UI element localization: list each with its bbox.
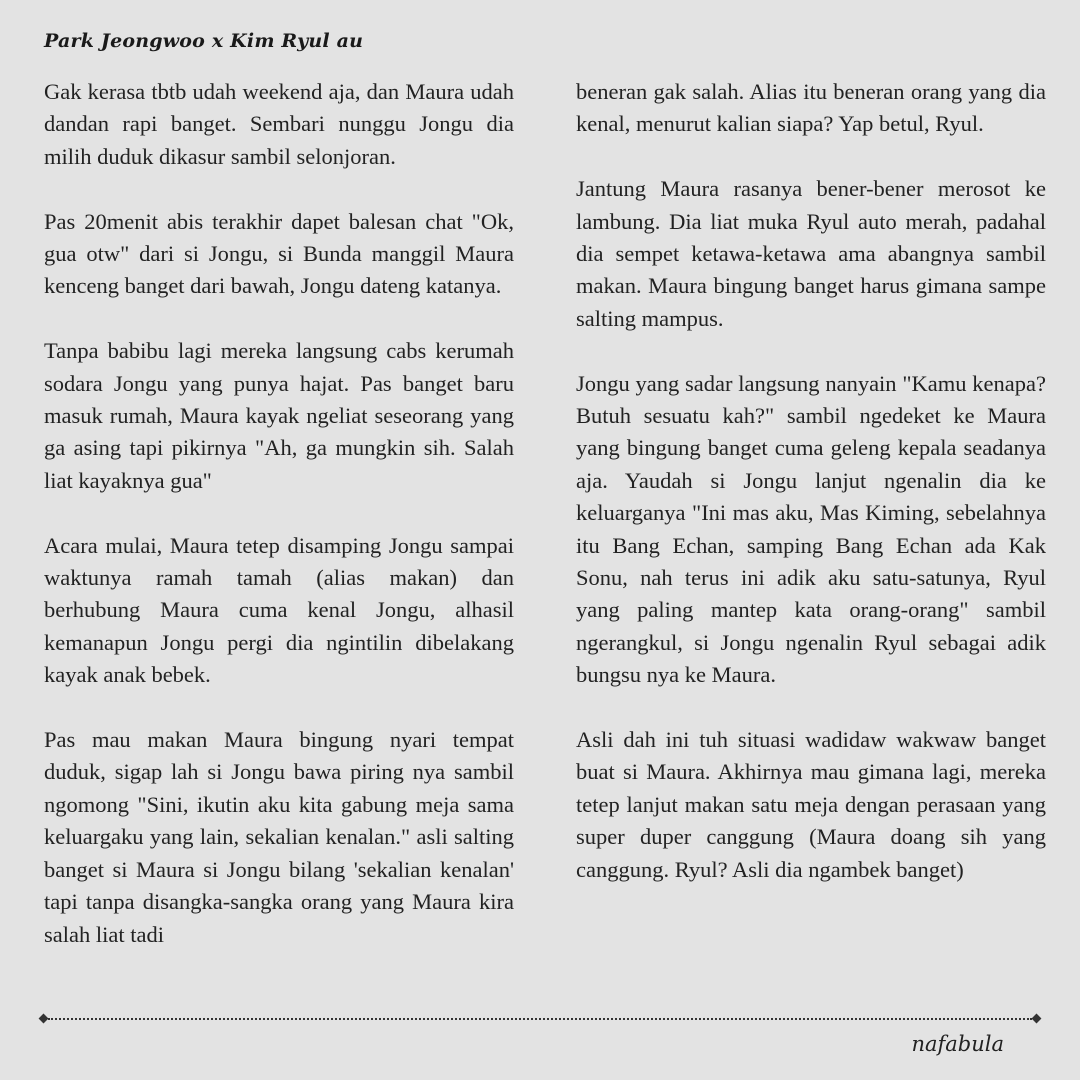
paragraph: Tanpa babibu lagi mereka langsung cabs kerumah sodara Jongu yang punya hajat. Pas banget baru masuk rumah, Maura kayak ngeliat seseorang yang ga asing tapi pikirnya "Ah, ga mungkin sih. Salah liat kayaknya gua" [44, 338, 514, 493]
right-column [576, 76, 1046, 919]
diamond-left-icon [39, 1014, 49, 1024]
dotted-line [48, 1018, 1032, 1020]
dotted-divider [40, 1014, 1040, 1024]
paragraph: Pas mau makan Maura bingung nyari tempat duduk, sigap lah si Jongu bawa piring nya sambil ngomong "Sini, ikutin aku kita gabung meja sama keluargaku yang lain, sekalian kenalan." asli salting banget si Maura si Jongu bilang 'sekalian kenalan' tapi tanpa disangka-sangka orang yang Maura kira salah liat tadi [44, 727, 514, 947]
header-title: Park Jeongwoo x Kim Ryul au [44, 30, 364, 52]
paragraph: Pas 20menit abis terakhir dapet balesan chat "Ok, gua otw" dari si Jongu, si Bunda manggil Maura kenceng banget dari bawah, Jongu dateng katanya. [44, 208, 514, 299]
paragraph: Jongu yang sadar langsung nanyain "Kamu kenapa? Butuh sesuatu kah?" sambil ngedeket ke Maura yang bingung banget cuma geleng kepala seadanya aja. Yaudah si Jongu lanjut ngenalin dia ke keluarganya "Ini mas aku, Mas Kiming, sebelahnya itu Bang Echan, samping Bang Echan ada Kak Sonu, nah terus ini adik aku satu-satunya, Ryul yang paling mantep kata orang-orang" sambil ngerangkul, si Jongu ngenalin Ryul sebagai adik bungsu nya ke Maura. [576, 370, 1046, 688]
diamond-right-icon [1032, 1014, 1042, 1024]
paragraph: Asli dah ini tuh situasi wadidaw wakwaw banget buat si Maura. Akhirnya mau gimana lagi, mereka tetep lanjut makan satu meja dengan perasaan yang super duper canggung (Maura doang sih yang canggung. Ryul? Asli dia ngambek banget) [576, 727, 1046, 882]
paragraph: Jantung Maura rasanya bener-bener merosot ke lambung. Dia liat muka Ryul auto merah, padahal dia sempet ketawa-ketawa ama abangnya sambil makan. Maura bingung banget harus gimana sampe salting mampus. [576, 176, 1046, 331]
signature: nafabula [911, 1032, 1004, 1056]
paragraph: beneran gak salah. Alias itu beneran orang yang dia kenal, menurut kalian siapa? Yap betul, Ryul. [576, 79, 1046, 137]
paragraph: Acara mulai, Maura tetep disamping Jongu sampai waktunya ramah tamah (alias makan) dan berhubung Maura cuma kenal Jongu, alhasil kemanapun Jongu pergi dia ngintilin dibelakang kayak anak bebek. [44, 532, 514, 688]
paragraph: Gak kerasa tbtb udah weekend aja, dan Maura udah dandan rapi banget. Sembari nunggu Jongu dia milih duduk dikasur sambil selonjoran. [44, 79, 514, 169]
left-column [44, 76, 514, 983]
